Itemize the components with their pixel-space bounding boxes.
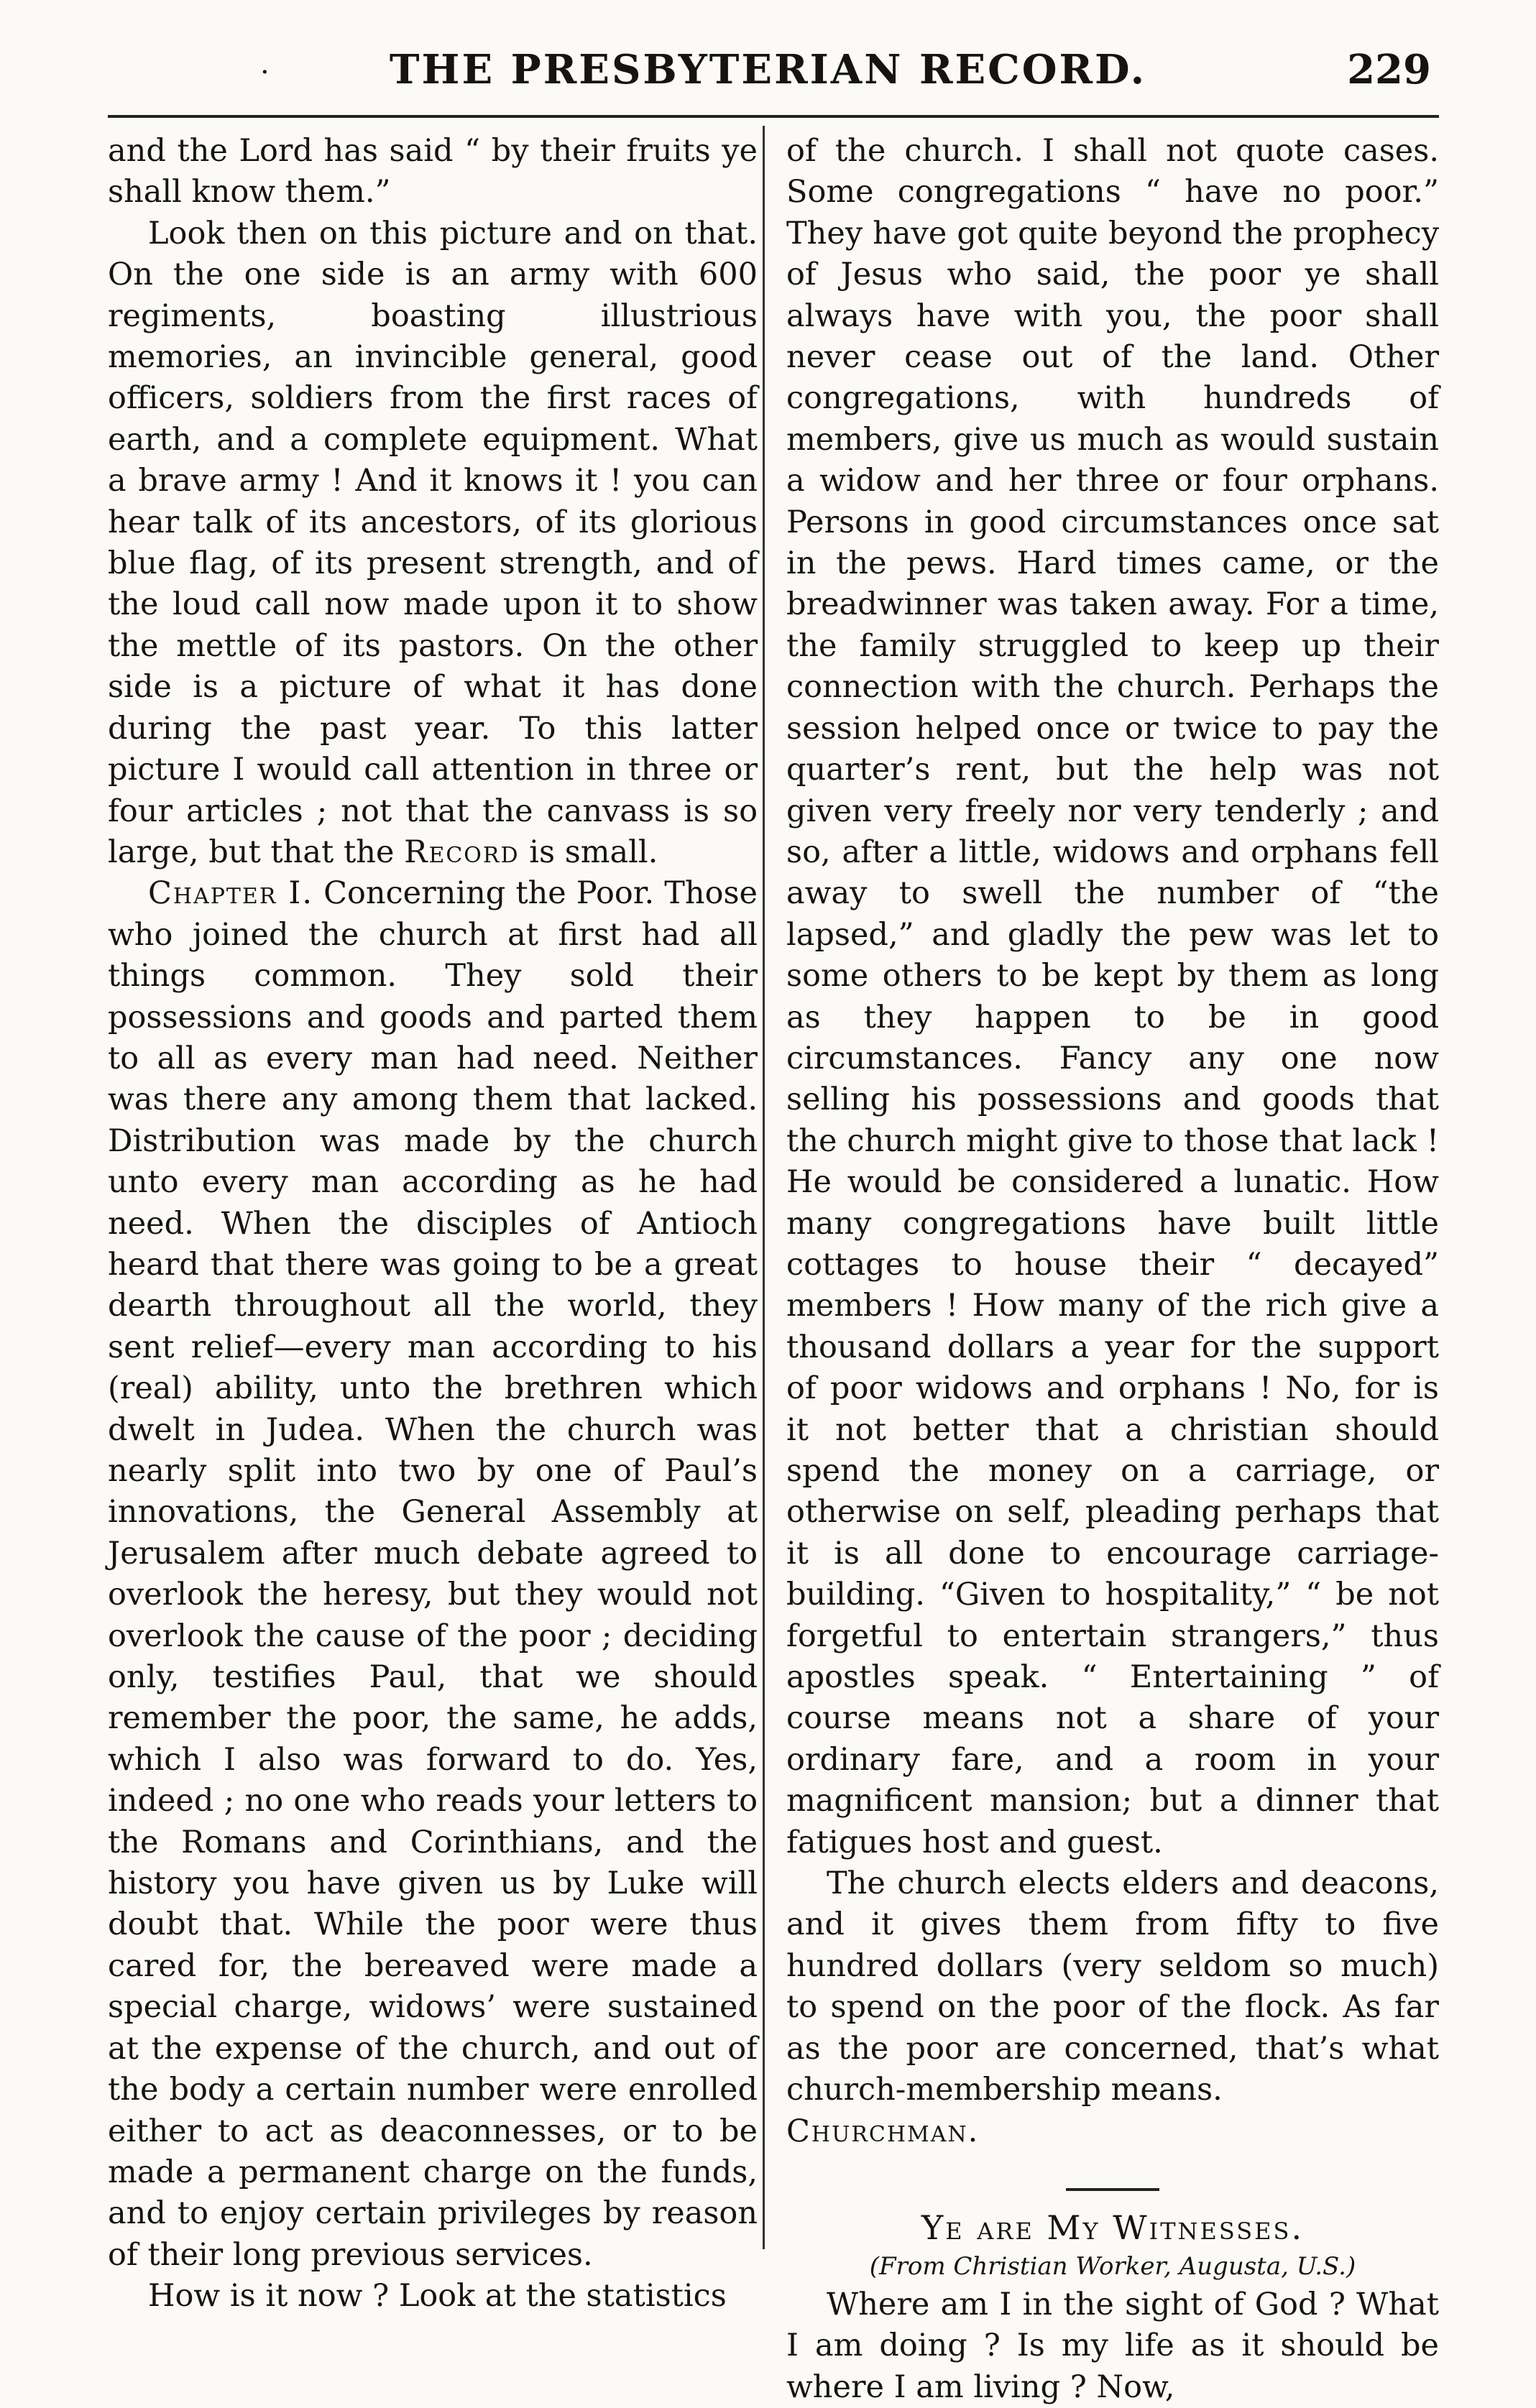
chapter-text: Concerning the Poor. Those who joined the church at first had all things common. They sold their possessions and goods and parted them to all as every man had need. Neither was there any among them that lacked. Distribution was made by the church unto every man according as he had need. When the disciples of Antioch heard that there was going to be a great dearth throughout all the world, they sent relief—every man according to his (real) ability, unto the brethren which dwelt in Judea. When the church was nearly split into two by one of Paul’s innovations, the General Assembly at Jerusalem after much debate agreed to overlook the heresy, but they would not overlook the cause of the poor ; deciding only, testifies Paul, that we should remember the poor, the same, he adds, which I also was forward to do. Yes, indeed ; no one who reads your letters to the Romans and Corinthians, and the history you have given us by Luke will doubt that. While the poor were thus cared for, the bereaved were made a special charge, widows’ were sustained at the expense of the church, and out of the body a certain number were enrolled either to act as deaconnesses, or to be made a permanent charge on the funds, and to enjoy certain privileges by reason of their long previous services.: [108, 875, 758, 2273]
paragraph-picture: [108, 213, 758, 874]
section-rule: [1066, 2188, 1159, 2191]
paragraph-picture-end: is small.: [519, 834, 658, 870]
section-source: (From Christian Worker, Augusta, U.S.): [869, 2251, 1356, 2281]
paragraph-witnesses: Where am I in the sight of God ? What I am doing ? Is my life as it should be where I am living ? Now,: [786, 2286, 1439, 2405]
paragraph-statistics: How is it now ? Look at the statistics: [148, 2278, 727, 2315]
signature: Churchman.: [786, 2113, 980, 2149]
paragraph-chapter-one: [108, 873, 758, 2276]
record-word: Record: [404, 834, 520, 870]
page-number: 229: [1347, 46, 1431, 93]
header-rule: [108, 115, 1439, 118]
right-column: [786, 131, 1439, 2408]
chapter-heading: Chapter I.: [148, 875, 314, 912]
paragraph-picture-text: Look then on this picture and on that. On the one side is an army with 600 regiments, boasting illustrious memories, an invincible general, good officers, soldiers from the first races of earth, and a complete equipment. What a brave army ! And it knows it ! you can hear talk of its ancestors, of its glorious blue flag, of its present strength, and of the loud call now made upon it to show the mettle of its pastors. On the other side is a picture of what it has done during the past year. To this latter picture I would call attention in three or four articles ; not that the canvass is so large, but that the: [108, 215, 758, 870]
header-dot: ·: [260, 56, 270, 89]
paragraph-church: of the church. I shall not quote cases. Some congregations “ have no poor.” They have got quite beyond the prophecy of Jesus who said, the poor ye shall always have with you, the poor shall never cease out of the land. Other congregations, with hundreds of members, give us much as would sustain a widow and her three or four orphans. Persons in good circumstances once sat in the pews. Hard times came, or the breadwinner was taken away. For a time, the family struggled to keep up their connection with the church. Perhaps the session helped once or twice to pay the quarter’s rent, but the help was not given very freely nor very tenderly ; and so, after a little, widows and orphans fell away to swell the number of “the lapsed,” and gladly the pew was let to some others to be kept by them as long as they happen to be in good circumstances. Fancy any one now selling his possessions and goods that the church might give to those that lack ! He would be considered a lunatic. How many congregations have built little cottages to house their “ decayed” members ! How many of the rich give a thousand dollars a year for the support of poor widows and orphans ! No, for is it not better that a christian should spend the money on a carriage, or otherwise on self, pleading perhaps that it is all done to encourage carriage-building. “Given to hospitality,” “ be not forgetful to entertain strangers,” thus apostles speak. “ Entertaining ” of course means not a share of your ordinary fare, and a room in your magnificent mansion; but a dinner that fatigues host and guest.: [786, 133, 1439, 1860]
page-header: [0, 0, 1536, 126]
section-title: Ye are My Witnesses.: [921, 2208, 1305, 2247]
left-column: [108, 131, 758, 2317]
running-title: THE PRESBYTERIAN RECORD.: [389, 46, 1147, 93]
paragraph-elders: The church elects elders and deacons, and it gives them from fifty to five hundred dollars (very seldom so much) to spend on the poor of the flock. As far as the poor are concerned, that’s what church-membership means.: [786, 1865, 1439, 2108]
column-divider: [763, 126, 765, 2249]
paragraph-continuation: and the Lord has said “ by their fruits ye shall know them.”: [108, 133, 758, 211]
